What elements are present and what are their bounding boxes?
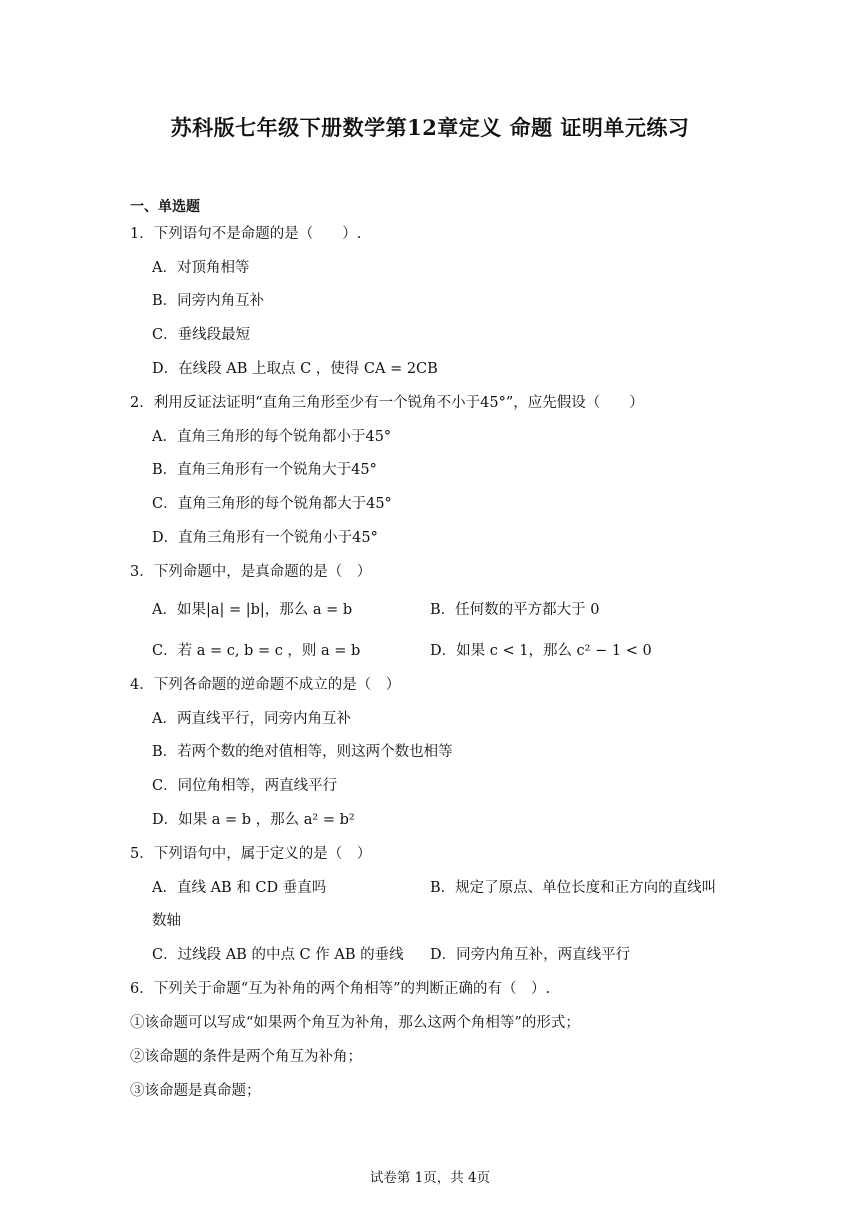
question-1-option-c: C．垂线段最短 — [152, 327, 251, 343]
question-5-option-c: C．过线段 AB 的中点 C 作 AB 的垂线 — [152, 947, 404, 963]
question-1-stem: 1．下列语句不是命题的是（ ）. — [130, 226, 362, 242]
question-3-option-c: C．若 a = c, b = c ，则 a = b — [152, 643, 361, 659]
question-4-option-d: D．如果 a = b ，那么 a² = b² — [152, 812, 355, 828]
question-2-option-c: C．直角三角形的每个锐角都大于45° — [152, 496, 392, 512]
page-title: 苏科版七年级下册数学第12章定义 命题 证明单元练习 — [170, 115, 690, 140]
question-5-option-b-continued: 数轴 — [152, 913, 181, 929]
question-1-option-d: D．在线段 AB 上取点 C ，使得 CA = 2CB — [152, 361, 438, 377]
question-4-option-a: A．两直线平行，同旁内角互补 — [152, 711, 351, 727]
question-5-option-d: D．同旁内角互补，两直线平行 — [430, 947, 631, 963]
question-6-stem: 6．下列关于命题“互为补角的两个角相等”的判断正确的有（ ）. — [130, 981, 551, 997]
question-2-stem: 2．利用反证法证明“直角三角形至少有一个锐角不小于45°”，应先假设（ ） — [130, 395, 644, 411]
question-3-stem: 3．下列命题中，是真命题的是（ ） — [130, 564, 372, 580]
question-4-option-b: B．若两个数的绝对值相等，则这两个数也相等 — [152, 744, 453, 760]
question-5-option-a: A．直线 AB 和 CD 垂直吗 — [152, 880, 327, 896]
question-2-option-d: D．直角三角形有一个锐角小于45° — [152, 530, 378, 546]
question-5-stem: 5．下列语句中，属于定义的是（ ） — [130, 846, 372, 862]
question-4-option-c: C．同位角相等，两直线平行 — [152, 778, 338, 794]
question-2-option-a: A．直角三角形的每个锐角都小于45° — [152, 429, 392, 445]
question-5-option-b: B．规定了原点、单位长度和正方向的直线叫 — [430, 880, 717, 896]
question-6-statement-3: ③该命题是真命题； — [130, 1083, 261, 1099]
question-2-option-b: B．直角三角形有一个锐角大于45° — [152, 462, 377, 478]
question-6-statement-2: ②该命题的条件是两个角互为补角； — [130, 1049, 362, 1065]
section-heading: 一、单选题 — [130, 199, 200, 215]
question-1-option-b: B．同旁内角互补 — [152, 293, 265, 309]
question-4-stem: 4．下列各命题的逆命题不成立的是（ ） — [130, 677, 401, 693]
question-6-statement-1: ①该命题可以写成“如果两个角互为补角，那么这两个角相等”的形式； — [130, 1015, 580, 1031]
page-footer: 试卷第 1页，共 4页 — [369, 1170, 491, 1186]
question-3-option-d: D．如果 c < 1，那么 c² − 1 < 0 — [430, 643, 652, 659]
question-1-option-a: A．对顶角相等 — [152, 260, 250, 276]
question-3-option-b: B．任何数的平方都大于 0 — [430, 602, 600, 618]
question-3-option-a: A．如果|a| = |b|，那么 a = b — [152, 602, 353, 618]
